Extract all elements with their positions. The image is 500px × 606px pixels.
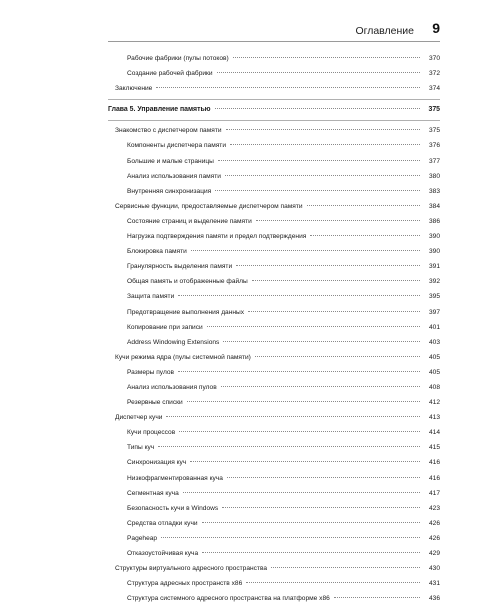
dot-leader	[246, 582, 420, 583]
toc-entry-title: Защита памяти	[127, 293, 175, 301]
dot-leader	[222, 507, 420, 508]
toc-entry-page: 375	[428, 127, 440, 135]
dot-leader	[225, 175, 420, 176]
toc-entry-page: 436	[428, 595, 440, 603]
dot-leader	[202, 552, 420, 553]
dot-leader	[191, 250, 420, 251]
toc-entry-page: 372	[428, 70, 440, 78]
dot-leader	[271, 567, 420, 568]
toc-entry-page: 408	[428, 383, 440, 391]
toc-entry-page: 383	[428, 187, 440, 195]
toc-entry-title: Глава 5. Управление памятью	[108, 106, 211, 114]
toc-row[interactable]	[108, 425, 440, 440]
toc-row[interactable]	[108, 350, 440, 365]
dot-leader	[178, 295, 420, 296]
toc-row[interactable]	[108, 561, 440, 576]
toc-entry-page: 375	[428, 106, 440, 114]
toc-entry-page: 430	[428, 565, 440, 573]
toc-entry-page: 405	[428, 368, 440, 376]
toc-row[interactable]	[108, 123, 440, 138]
toc-entry-title: Средства отладки кучи	[127, 519, 198, 527]
toc-row[interactable]	[108, 380, 440, 395]
toc-entry-title: Синхронизация куч	[127, 459, 187, 467]
toc-entry-page: 426	[428, 519, 440, 527]
toc-row[interactable]	[108, 531, 440, 546]
chapter-rule	[108, 99, 440, 100]
dot-leader	[227, 477, 420, 478]
toc-row[interactable]	[108, 471, 440, 486]
toc-row[interactable]	[108, 516, 440, 531]
toc-entry-page: 397	[428, 308, 440, 316]
toc-entry-title: Диспетчер кучи	[115, 414, 163, 422]
toc-entry-title: Безопасность кучи в Windows	[127, 504, 219, 512]
dot-leader	[223, 341, 420, 342]
toc-row[interactable]	[108, 184, 440, 199]
toc-entry-title: Резервные списки	[127, 399, 183, 407]
dot-leader	[334, 597, 420, 598]
toc-row[interactable]	[108, 259, 440, 274]
toc-row[interactable]	[108, 365, 440, 380]
dot-leader	[236, 265, 420, 266]
toc-row[interactable]	[108, 66, 440, 81]
toc-entry-title: Размеры пулов	[127, 368, 175, 376]
dot-leader	[183, 492, 420, 493]
toc-row[interactable]	[108, 169, 440, 184]
toc-row[interactable]	[108, 591, 440, 606]
dot-leader	[226, 129, 420, 130]
toc-entry-page: 417	[428, 489, 440, 497]
toc-row[interactable]	[108, 335, 440, 350]
toc-row[interactable]	[108, 576, 440, 591]
toc-entry-page: 370	[428, 55, 440, 62]
toc-entry-page: 413	[428, 414, 440, 422]
toc-row[interactable]	[108, 274, 440, 289]
toc-row[interactable]	[108, 199, 440, 214]
toc-entry-page: 374	[428, 85, 440, 93]
toc-entry-title: Нагрузка подтверждения памяти и предел подтверждения	[127, 233, 307, 241]
toc-row[interactable]	[108, 410, 440, 425]
toc-entry-title: Отказоустойчивая куча	[127, 550, 199, 557]
dot-leader	[218, 160, 420, 161]
toc-entry-title: Создание рабочей фабрики	[127, 70, 213, 78]
dot-leader	[252, 280, 420, 281]
toc-entry-title: Знакомство с диспетчером памяти	[115, 127, 222, 135]
toc-entry-page: 416	[428, 459, 440, 467]
page-number: 9	[432, 20, 440, 36]
toc-row[interactable]	[108, 501, 440, 516]
table-of-contents	[108, 51, 440, 606]
toc-entry-title: Заключение	[115, 85, 153, 93]
toc-entry-title: Копирование при записи	[127, 323, 203, 331]
toc-entry-title: Структуры виртуального адресного пространства	[115, 565, 268, 573]
toc-entry-page: 376	[428, 142, 440, 150]
toc-row[interactable]	[108, 138, 440, 153]
toc-entry-title: Предотвращение выполнения данных	[127, 308, 245, 316]
toc-entry-title: Низкофрагментированная куча	[127, 474, 223, 482]
toc-entry-title: Сервисные функции, предоставляемые диспетчером памяти	[115, 202, 303, 210]
toc-entry-title: Блокировка памяти	[127, 248, 187, 256]
dot-leader	[158, 446, 420, 447]
toc-entry-title: Структура системного адресного пространства на платформе x86	[127, 595, 330, 603]
toc-entry-title: Общая память и отображенные файлы	[127, 278, 248, 286]
dot-leader	[233, 57, 420, 58]
toc-entry-title: Большие и малые страницы	[127, 157, 214, 165]
toc-entry-page: 392	[428, 278, 440, 286]
page-header	[0, 0, 500, 40]
toc-row[interactable]	[108, 81, 440, 96]
toc-entry-title: Структура адресных пространств x86	[127, 580, 243, 588]
toc-row[interactable]	[108, 305, 440, 320]
toc-entry-title: Внутренняя синхронизация	[127, 187, 212, 195]
toc-row[interactable]	[108, 546, 440, 561]
dot-leader	[207, 326, 420, 327]
dot-leader	[255, 356, 420, 357]
dot-leader	[178, 371, 420, 372]
toc-entry-page: 423	[428, 504, 440, 512]
toc-entry-title: Кучи процессов	[127, 429, 176, 437]
dot-leader	[166, 416, 420, 417]
toc-entry-page: 395	[428, 293, 440, 301]
toc-row[interactable]	[108, 154, 440, 169]
dot-leader	[307, 205, 420, 206]
header-rule	[108, 41, 440, 42]
toc-row[interactable]	[108, 214, 440, 229]
toc-entry-title: Кучи режима ядра (пулы системной памяти)	[115, 353, 251, 361]
toc-row[interactable]	[108, 440, 440, 455]
dot-leader	[230, 144, 420, 145]
toc-row[interactable]	[108, 289, 440, 304]
toc-row[interactable]	[108, 486, 440, 501]
toc-row[interactable]	[108, 229, 440, 244]
toc-entry-title: Address Windowing Extensions	[127, 338, 220, 346]
toc-entry-page: 377	[428, 157, 440, 165]
toc-entry-page: 390	[428, 233, 440, 241]
toc-entry-title: Анализ использования пулов	[127, 383, 217, 391]
toc-entry-page: 405	[428, 353, 440, 361]
toc-row[interactable]	[108, 320, 440, 335]
toc-entry-title: Рабочие фабрики (пулы потоков)	[127, 55, 229, 62]
dot-leader	[215, 108, 420, 109]
chapter-rule	[108, 120, 440, 121]
dot-leader	[248, 311, 420, 312]
toc-entry-page: 380	[428, 172, 440, 180]
toc-entry-title: Pageheap	[127, 534, 158, 542]
running-header-title: Оглавление	[355, 25, 414, 37]
toc-entry-page: 403	[428, 338, 440, 346]
toc-entry-page: 414	[428, 429, 440, 437]
toc-entry-page: 429	[428, 550, 440, 557]
dot-leader	[256, 220, 420, 221]
toc-entry-page: 384	[428, 202, 440, 210]
toc-entry-page: 401	[428, 323, 440, 331]
toc-entry-title: Компоненты диспетчера памяти	[127, 142, 226, 150]
toc-entry-page: 390	[428, 248, 440, 256]
toc-entry-page: 391	[428, 263, 440, 271]
dot-leader	[221, 386, 420, 387]
toc-entry-title: Сегментная куча	[127, 489, 179, 497]
dot-leader	[310, 235, 420, 236]
toc-row[interactable]	[108, 244, 440, 259]
toc-entry-page: 416	[428, 474, 440, 482]
dot-leader	[217, 72, 420, 73]
toc-entry-title: Гранулярность выделения памяти	[127, 263, 233, 271]
dot-leader	[179, 431, 420, 432]
toc-row[interactable]	[108, 395, 440, 410]
toc-entry-title: Состояние страниц и выделение памяти	[127, 217, 252, 225]
dot-leader	[202, 522, 420, 523]
toc-row[interactable]	[108, 51, 440, 66]
toc-entry-page: 426	[428, 534, 440, 542]
toc-row[interactable]	[108, 455, 440, 470]
dot-leader	[156, 87, 420, 88]
toc-entry-page: 431	[428, 580, 440, 588]
dot-leader	[187, 401, 420, 402]
toc-entry-title: Анализ использования памяти	[127, 172, 221, 180]
toc-entry-page: 412	[428, 399, 440, 407]
toc-chapter-row[interactable]	[108, 102, 440, 117]
toc-entry-page: 386	[428, 217, 440, 225]
toc-entry-title: Типы куч	[127, 444, 155, 452]
toc-entry-page: 415	[428, 444, 440, 452]
dot-leader	[190, 461, 420, 462]
dot-leader	[161, 537, 420, 538]
dot-leader	[215, 190, 420, 191]
